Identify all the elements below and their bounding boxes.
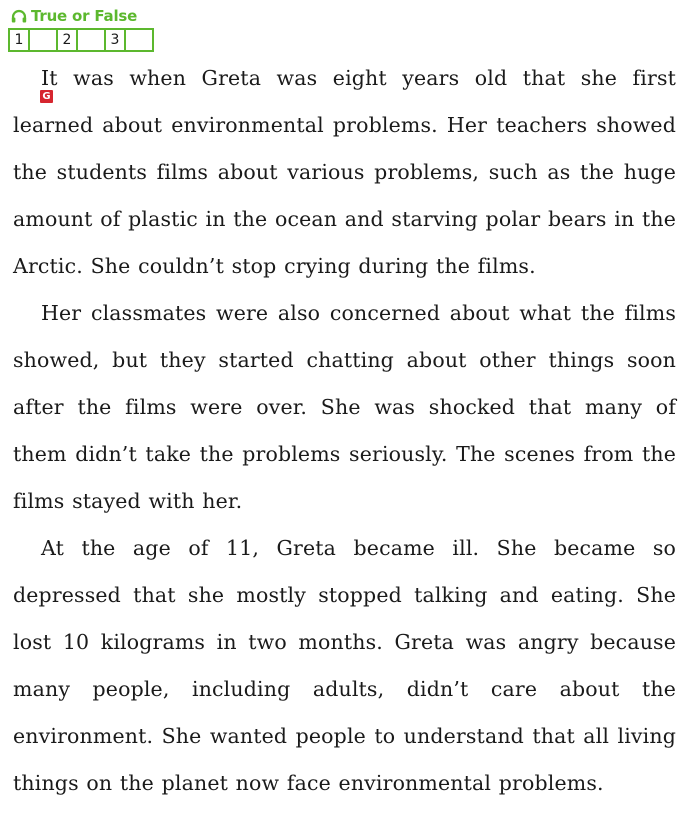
paragraph-1: It was when Greta was eight years old that she first learned about environmental problems. Her teachers showed the students films about various problems, such as the huge amount of plastic in the ocean and starving polar bears in the Arctic. She couldn’t stop crying during the films. [13, 66, 676, 278]
answer-box-input-3[interactable] [124, 30, 152, 50]
paragraph-3: At the age of 11, Greta became ill. She became so depressed that she mostly stopped talking and eating. She lost 10 kilograms in two months. Greta was angry because many people, including adults, didn’t care about the environment. She wanted people to understand that all living things on the planet now face environmental problems. [13, 536, 676, 795]
answer-box-input-2[interactable] [76, 30, 104, 50]
section-title: True or False [31, 7, 138, 25]
paragraph-2: Her classmates were also concerned about what the films showed, but they started chatting about other things soon after the films were over. She was shocked that many of them didn’t take the problems seriously. The scenes from the films stayed with her. [13, 301, 676, 513]
answer-box-number: 1 [14, 32, 24, 48]
answer-box-1 [10, 30, 56, 50]
section-header [11, 7, 137, 25]
reading-passage [13, 55, 676, 807]
headphones-icon[interactable] [11, 9, 31, 23]
answer-boxes [8, 28, 154, 52]
answer-box-2 [56, 30, 104, 50]
answer-box-number: 2 [62, 32, 72, 48]
answer-box-number: 3 [110, 32, 120, 48]
glossary-marker-icon[interactable]: G [40, 90, 53, 103]
answer-box-input-1[interactable] [28, 30, 56, 50]
answer-box-3 [104, 30, 152, 50]
